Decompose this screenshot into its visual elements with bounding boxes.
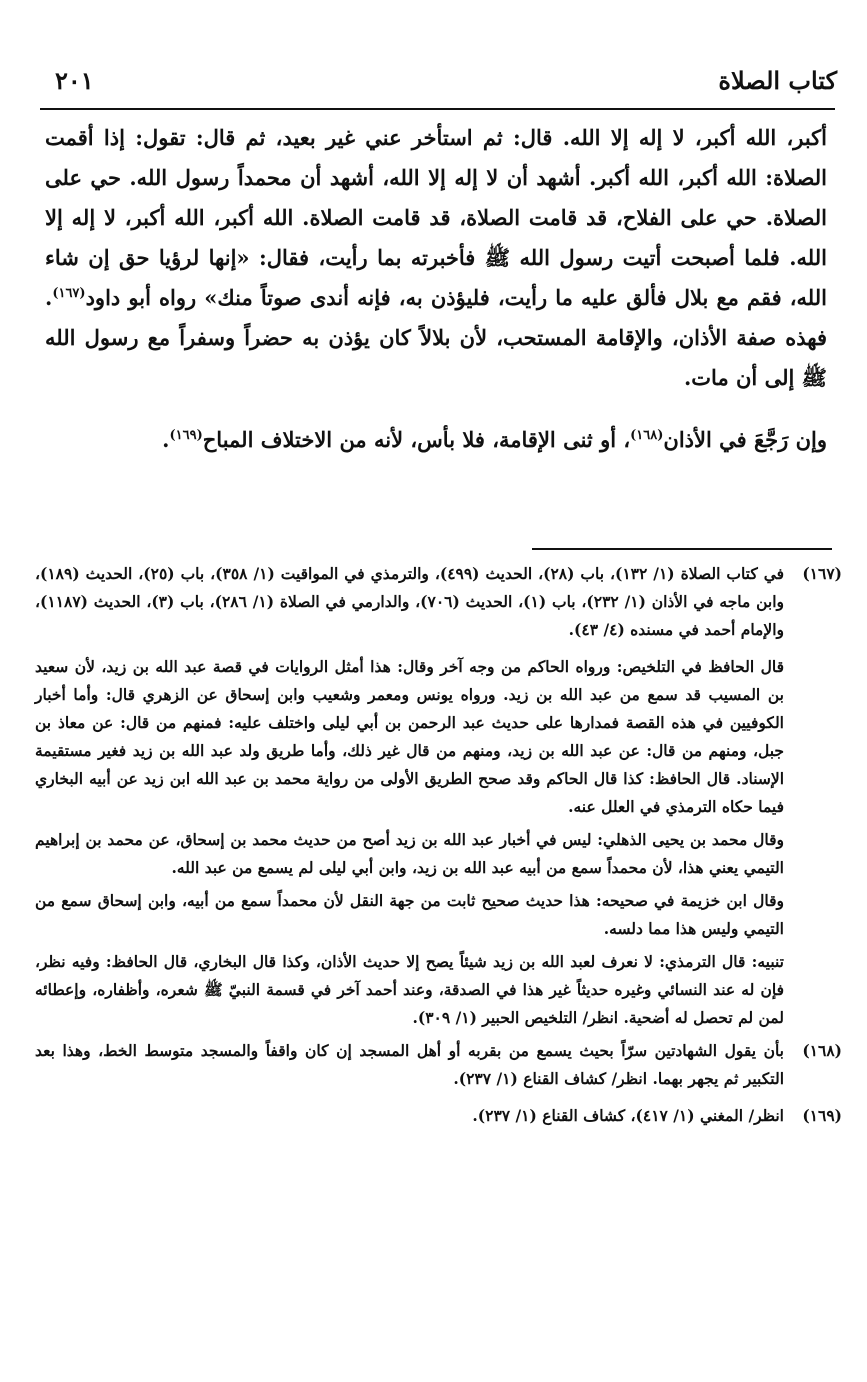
main-paragraph-2-end: . (162, 427, 170, 452)
footnote-body (35, 1102, 784, 1135)
footnote-divider (532, 548, 832, 550)
main-paragraph-2-text-b: ، أو ثنى الإقامة، فلا بأس، لأنه من الاختلاف المباح (202, 427, 631, 452)
footnote-number: (١٦٩) (802, 1106, 842, 1125)
main-paragraph (45, 118, 827, 398)
footnote-paragraph: وقال ابن خزيمة في صحيحه: هذا حديث صحيح ثابت من جهة النقل لأن محمداً سمع من أبيه، وابن إسحاق سمع من التيمي وليس هذا مما دلسه. (35, 891, 784, 938)
footnote-paragraph: تنبيه: قال الترمذي: لا نعرف لعبد الله بن زيد شيئاً يصح إلا حديث الأذان، وكذا قال البخاري، قال الحافظ: وفيه نظر، فإن له عند النسائي وغيره حديثاً غير هذا في الصدقة، وعند أحمد آخر في قسمة النبيّ ﷺ شعره، وأظفاره، وإعطائه لمن لم تحصل له أضحية. انظر/ التلخيص الحبير (١/ ٣٠٩). (35, 952, 784, 1027)
footnote-paragraph: قال الحافظ في التلخيص: ورواه الحاكم من وجه آخر وقال: هذا أمثل الروايات في قصة عبد الله بن زيد، لأن سعيد بن المسيب قد سمع من عبد الله بن زيد. ورواه يونس ومعمر وشعيب وابن إسحاق عن الزهري قال: وأما أخبار الكوفيين في هذه القصة فمدارها على حديث عبد الرحمن بن أبي ليلى واختلف عليه: فمنهم من قال: عن معاذ بن جبل، ومنهم من قال: عن عبد الله بن زيد، ومنهم من قال غير ذلك، وأما طريق ولد عبد الله بن زيد فغير مستقيمة الإسناد. قال الحافظ: كذا قال الحاكم وقد صحح الطريق الأولى من رواية محمد بن عبد الله ابن زيد عن أبيه البخاري فيما حكاه الترمذي في العلل عنه. (35, 657, 784, 816)
book-title: كتاب الصلاة (718, 65, 837, 95)
main-text (45, 118, 827, 460)
footnote-ref-169: (١٦٩) (169, 428, 203, 443)
footnote-167 (35, 560, 842, 649)
main-paragraph-2-text-a: وإن رَجَّعَ في الأذان (663, 427, 827, 452)
footnote-paragraph: وقال محمد بن يحيى الذهلي: ليس في أخبار عبد الله بن زيد أصح من حديث محمد بن إسحاق، عن محمد بن إبراهيم التيمي يعني هذا، لأن محمداً سمع من أبيه عبد الله بن زيد، وابن أبي ليلى لم يسمع من عبد الله. (35, 830, 784, 877)
page-header (55, 62, 837, 98)
page-number: ٢٠١ (55, 65, 94, 95)
footnote-168 (35, 1037, 842, 1098)
footnote-paragraph: في كتاب الصلاة (١/ ١٣٢)، باب (٢٨)، الحديث (٤٩٩)، والترمذي في المواقيت (١/ ٣٥٨)، باب (٢٥)، الحديث (١٨٩)، وابن ماجه في الأذان (١/ ٢٣٢)، باب (١)، الحديث (٧٠٦)، والدارمي في الصلاة (١/ ٢٨٦)، باب (٣)، الحديث (١١٨٧)، والإمام أحمد في مسنده (٤/ ٤٣). (35, 564, 785, 639)
header-divider (40, 108, 835, 110)
footnote-paragraph: بأن يقول الشهادتين سرّاً بحيث يسمع من بقربه أو أهل المسجد إن كان واقفاً والمسجد متوسط الخط، وهذا بعد التكبير ثم يجهر بهما. انظر/ كشاف القناع (١/ ٢٣٧). (35, 1041, 784, 1088)
footnote-number: (١٦٨) (802, 1041, 842, 1060)
footnote-ref-167: (١٦٧) (52, 286, 86, 301)
footnote-body (35, 1037, 784, 1098)
main-paragraph-text: أكبر، الله أكبر، لا إله إلا الله. قال: ثم استأخر عني غير بعيد، ثم قال: تقول: إذا أقمت الصلاة: الله أكبر، الله أكبر. أشهد أن لا إله إلا الله، أشهد أن محمداً رسول الله. حي على الصلاة. حي على الفلاح، قد قامت الصلاة، قد قامت الصلاة. الله أكبر، الله أكبر، لا إله إلا الله. فلما أصبحت أتيت رسول الله ﷺ فأخبرته بما رأيت، فقال: «إنها لرؤيا حق إن شاء الله، فقم مع بلال فألق عليه ما رأيت، فليؤذن به، فإنه أندى صوتاً منك» رواه أبو داود (45, 125, 827, 310)
main-paragraph-2 (45, 420, 827, 460)
footnote-169 (35, 1102, 842, 1135)
footnote-body (35, 560, 784, 649)
footnote-167-continued (35, 653, 842, 1032)
footnote-paragraph: انظر/ المغني (١/ ٤١٧)، كشاف القناع (١/ ٢٣٧). (472, 1106, 784, 1125)
footnote-ref-168: (١٦٨) (630, 428, 664, 443)
footnotes (35, 560, 842, 1139)
footnote-number: (١٦٧) (802, 564, 842, 583)
main-paragraph-end: . فهذه صفة الأذان، والإقامة المستحب، لأن بلالاً كان يؤذن به حضراً وسفراً مع رسول الله ﷺ إلى أن مات. (45, 285, 827, 390)
